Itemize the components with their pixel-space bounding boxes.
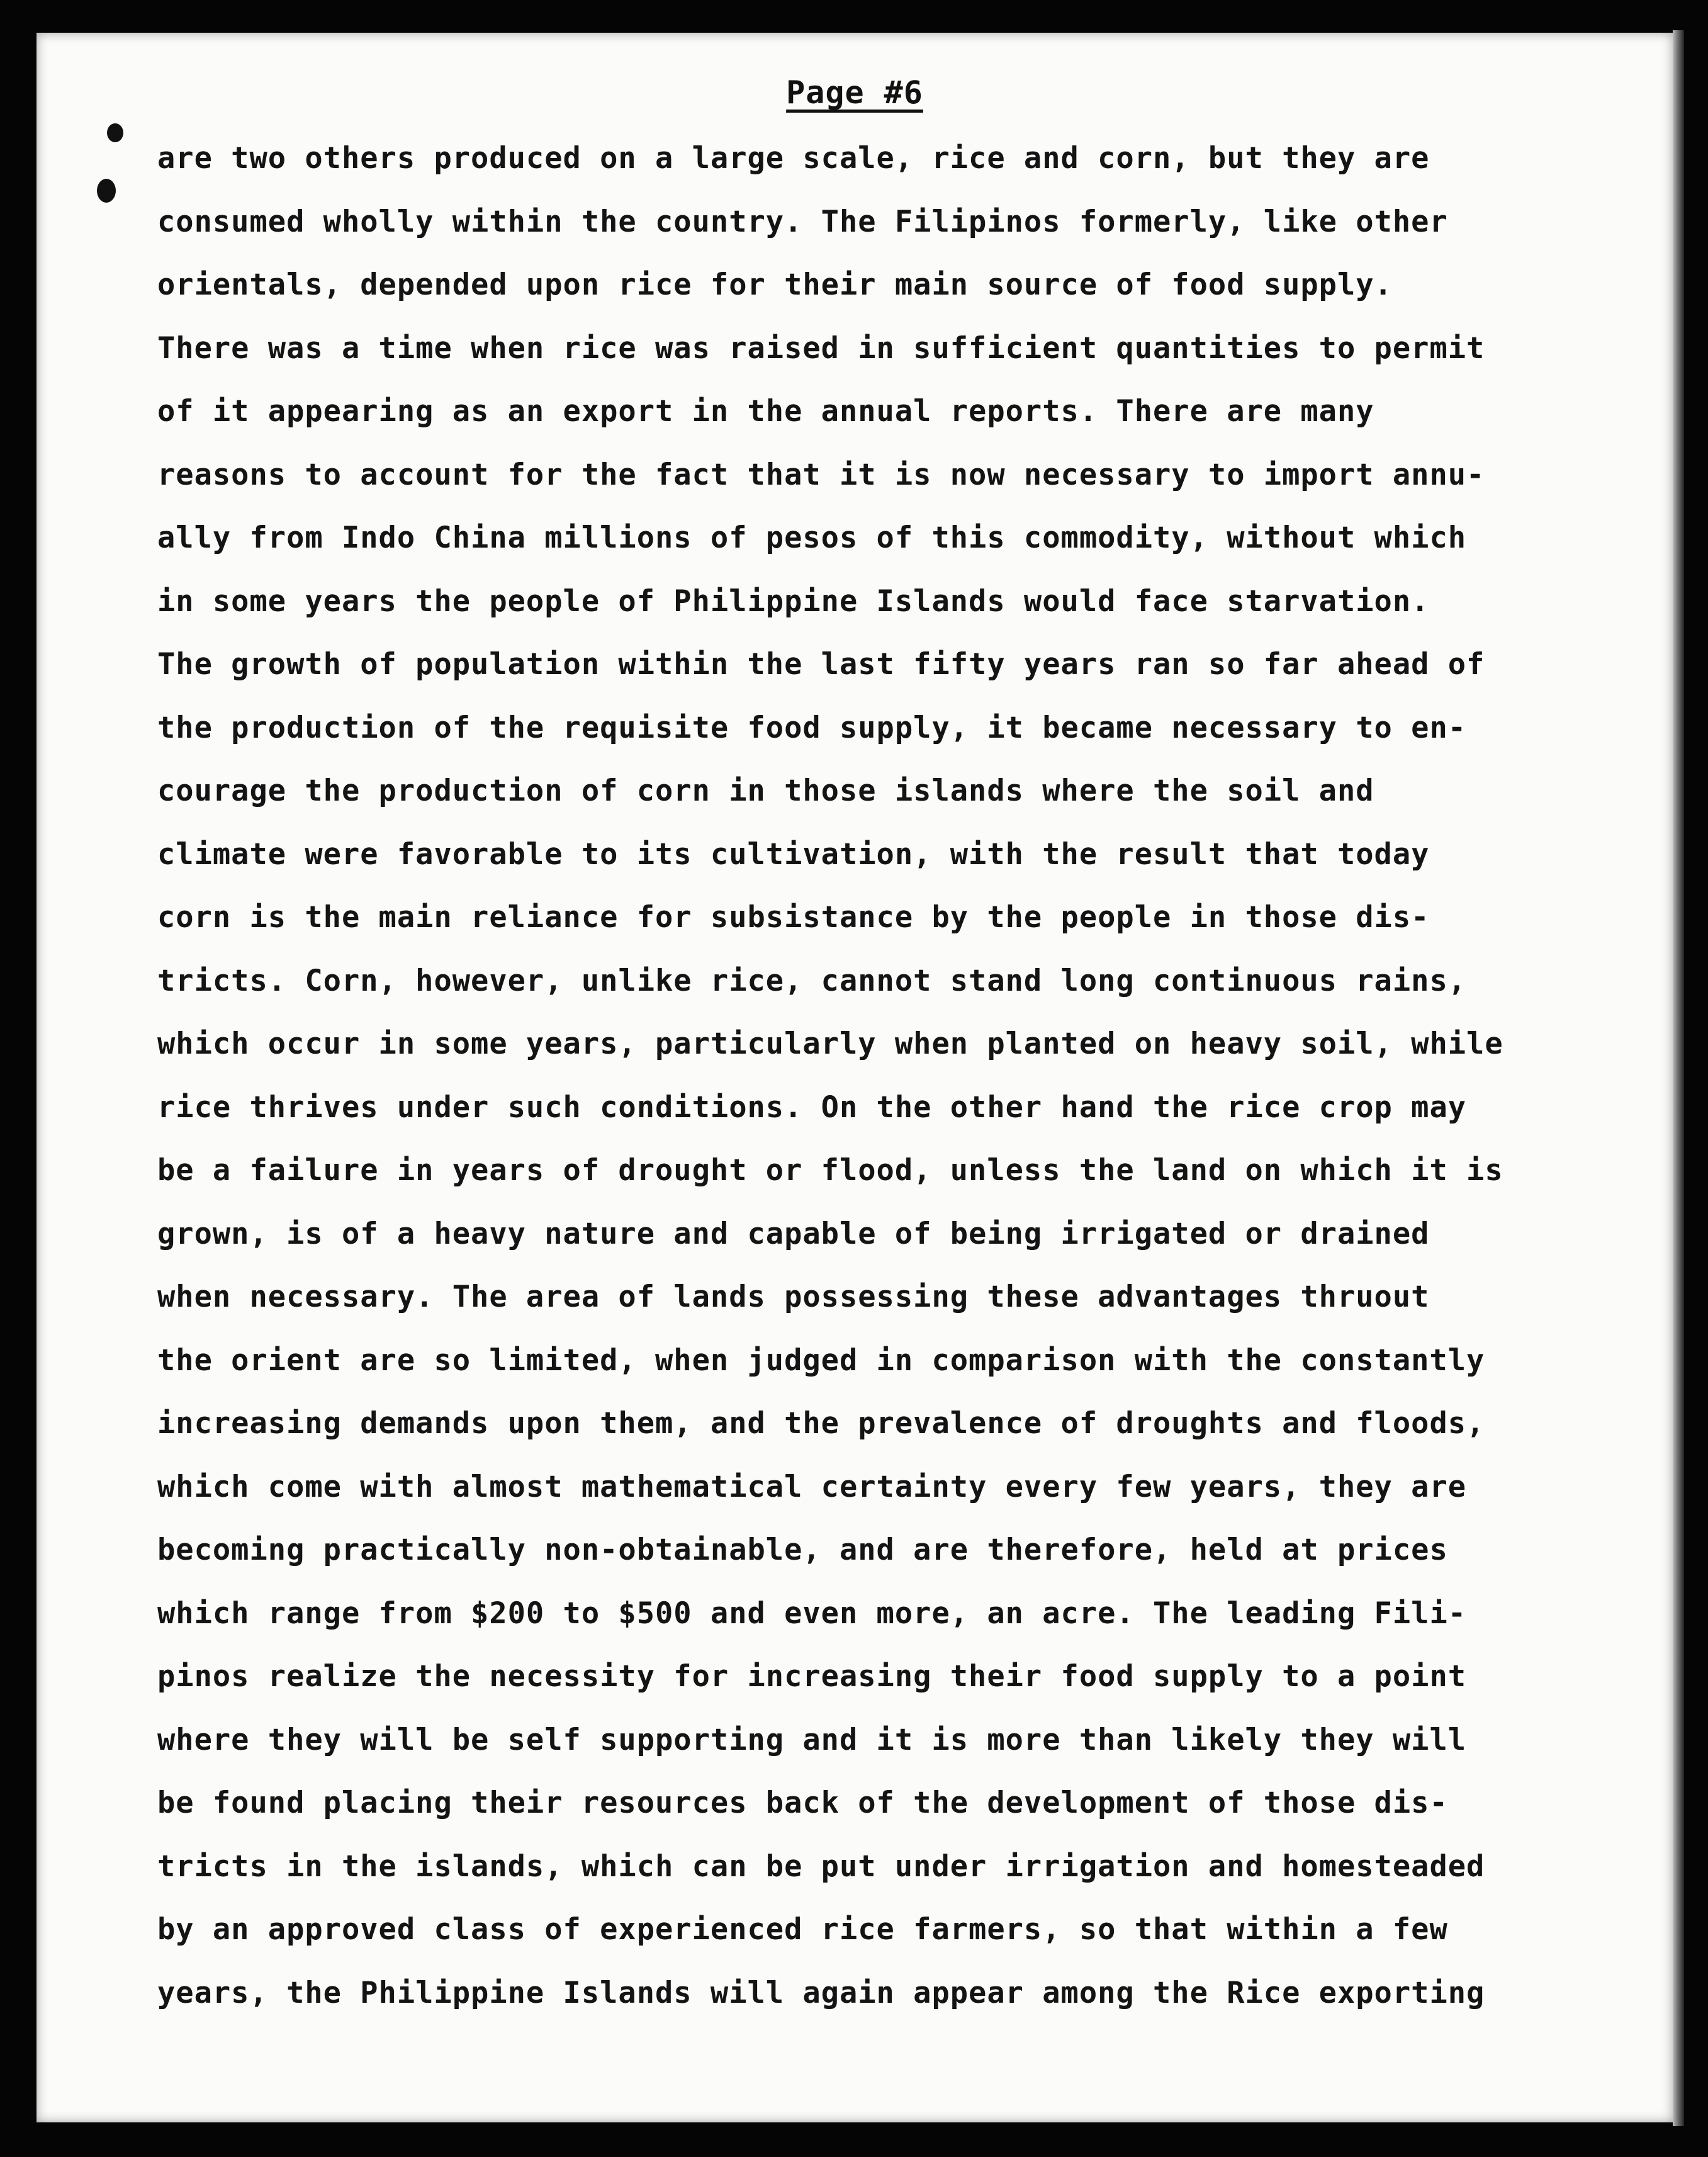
- text-line: the production of the requisite food supply, it became necessary to en-: [157, 710, 1467, 745]
- text-line: climate were favorable to its cultivation, with the result that today: [157, 836, 1430, 872]
- text-line: of it appearing as an export in the annual reports. There are many: [157, 394, 1374, 429]
- text-line: grown, is of a heavy nature and capable of being irrigated or drained: [157, 1216, 1430, 1251]
- text-line: tricts in the islands, which can be put under irrigation and homesteaded: [157, 1849, 1485, 1884]
- text-line: increasing demands upon them, and the prevalence of droughts and floods,: [157, 1406, 1485, 1441]
- text-line: by an approved class of experienced rice farmers, so that within a few: [157, 1912, 1448, 1947]
- text-line: which occur in some years, particularly when planted on heavy soil, while: [157, 1027, 1503, 1061]
- text-line: which come with almost mathematical certainty every few years, they are: [157, 1469, 1467, 1504]
- text-line: ally from Indo China millions of pesos of this commodity, without which: [157, 521, 1467, 555]
- text-line: where they will be self supporting and it is more than likely they will: [157, 1722, 1467, 1757]
- body-text: [157, 127, 1643, 2025]
- page-heading: Page #6: [786, 74, 923, 111]
- text-line: be a failure in years of drought or flood, unless the land on which it is: [157, 1153, 1503, 1188]
- text-line: courage the production of corn in those islands where the soil and: [157, 774, 1374, 808]
- text-line: reasons to account for the fact that it is now necessary to import annu-: [157, 457, 1485, 492]
- text-line: rice thrives under such conditions. On the other hand the rice crop may: [157, 1090, 1467, 1125]
- text-line: which range from $200 to $500 and even more, an acre. The leading Fili-: [157, 1596, 1467, 1631]
- text-line: becoming practically non-obtainable, and are therefore, held at prices: [157, 1533, 1448, 1567]
- text-line: consumed wholly within the country. The Filipinos formerly, like other: [157, 204, 1448, 239]
- text-line: the orient are so limited, when judged in comparison with the constantly: [157, 1343, 1485, 1378]
- text-line: tricts. Corn, however, unlike rice, cannot stand long continuous rains,: [157, 963, 1467, 998]
- paper-edge: [1673, 30, 1684, 2126]
- text-line: when necessary. The area of lands possessing these advantages thruout: [157, 1280, 1430, 1314]
- text-line: are two others produced on a large scale, rice and corn, but they are: [157, 141, 1430, 176]
- text-line: in some years the people of Philippine Islands would face starvation.: [157, 583, 1430, 619]
- text-line: corn is the main reliance for subsistance by the people in those dis-: [157, 900, 1430, 935]
- typed-page: [37, 33, 1673, 2122]
- text-line: orientals, depended upon rice for their main source of food supply.: [157, 268, 1393, 302]
- ink-blot: [97, 179, 116, 203]
- text-line: years, the Philippine Islands will again appear among the Rice exporting: [157, 1975, 1485, 2010]
- text-line: There was a time when rice was raised in sufficient quantities to permit: [157, 330, 1485, 366]
- text-line: The growth of population within the last fifty years ran so far ahead of: [157, 647, 1485, 682]
- text-line: be found placing their resources back of the development of those dis-: [157, 1786, 1448, 1820]
- ink-blot: [107, 123, 123, 142]
- text-line: pinos realize the necessity for increasing their food supply to a point: [157, 1659, 1467, 1694]
